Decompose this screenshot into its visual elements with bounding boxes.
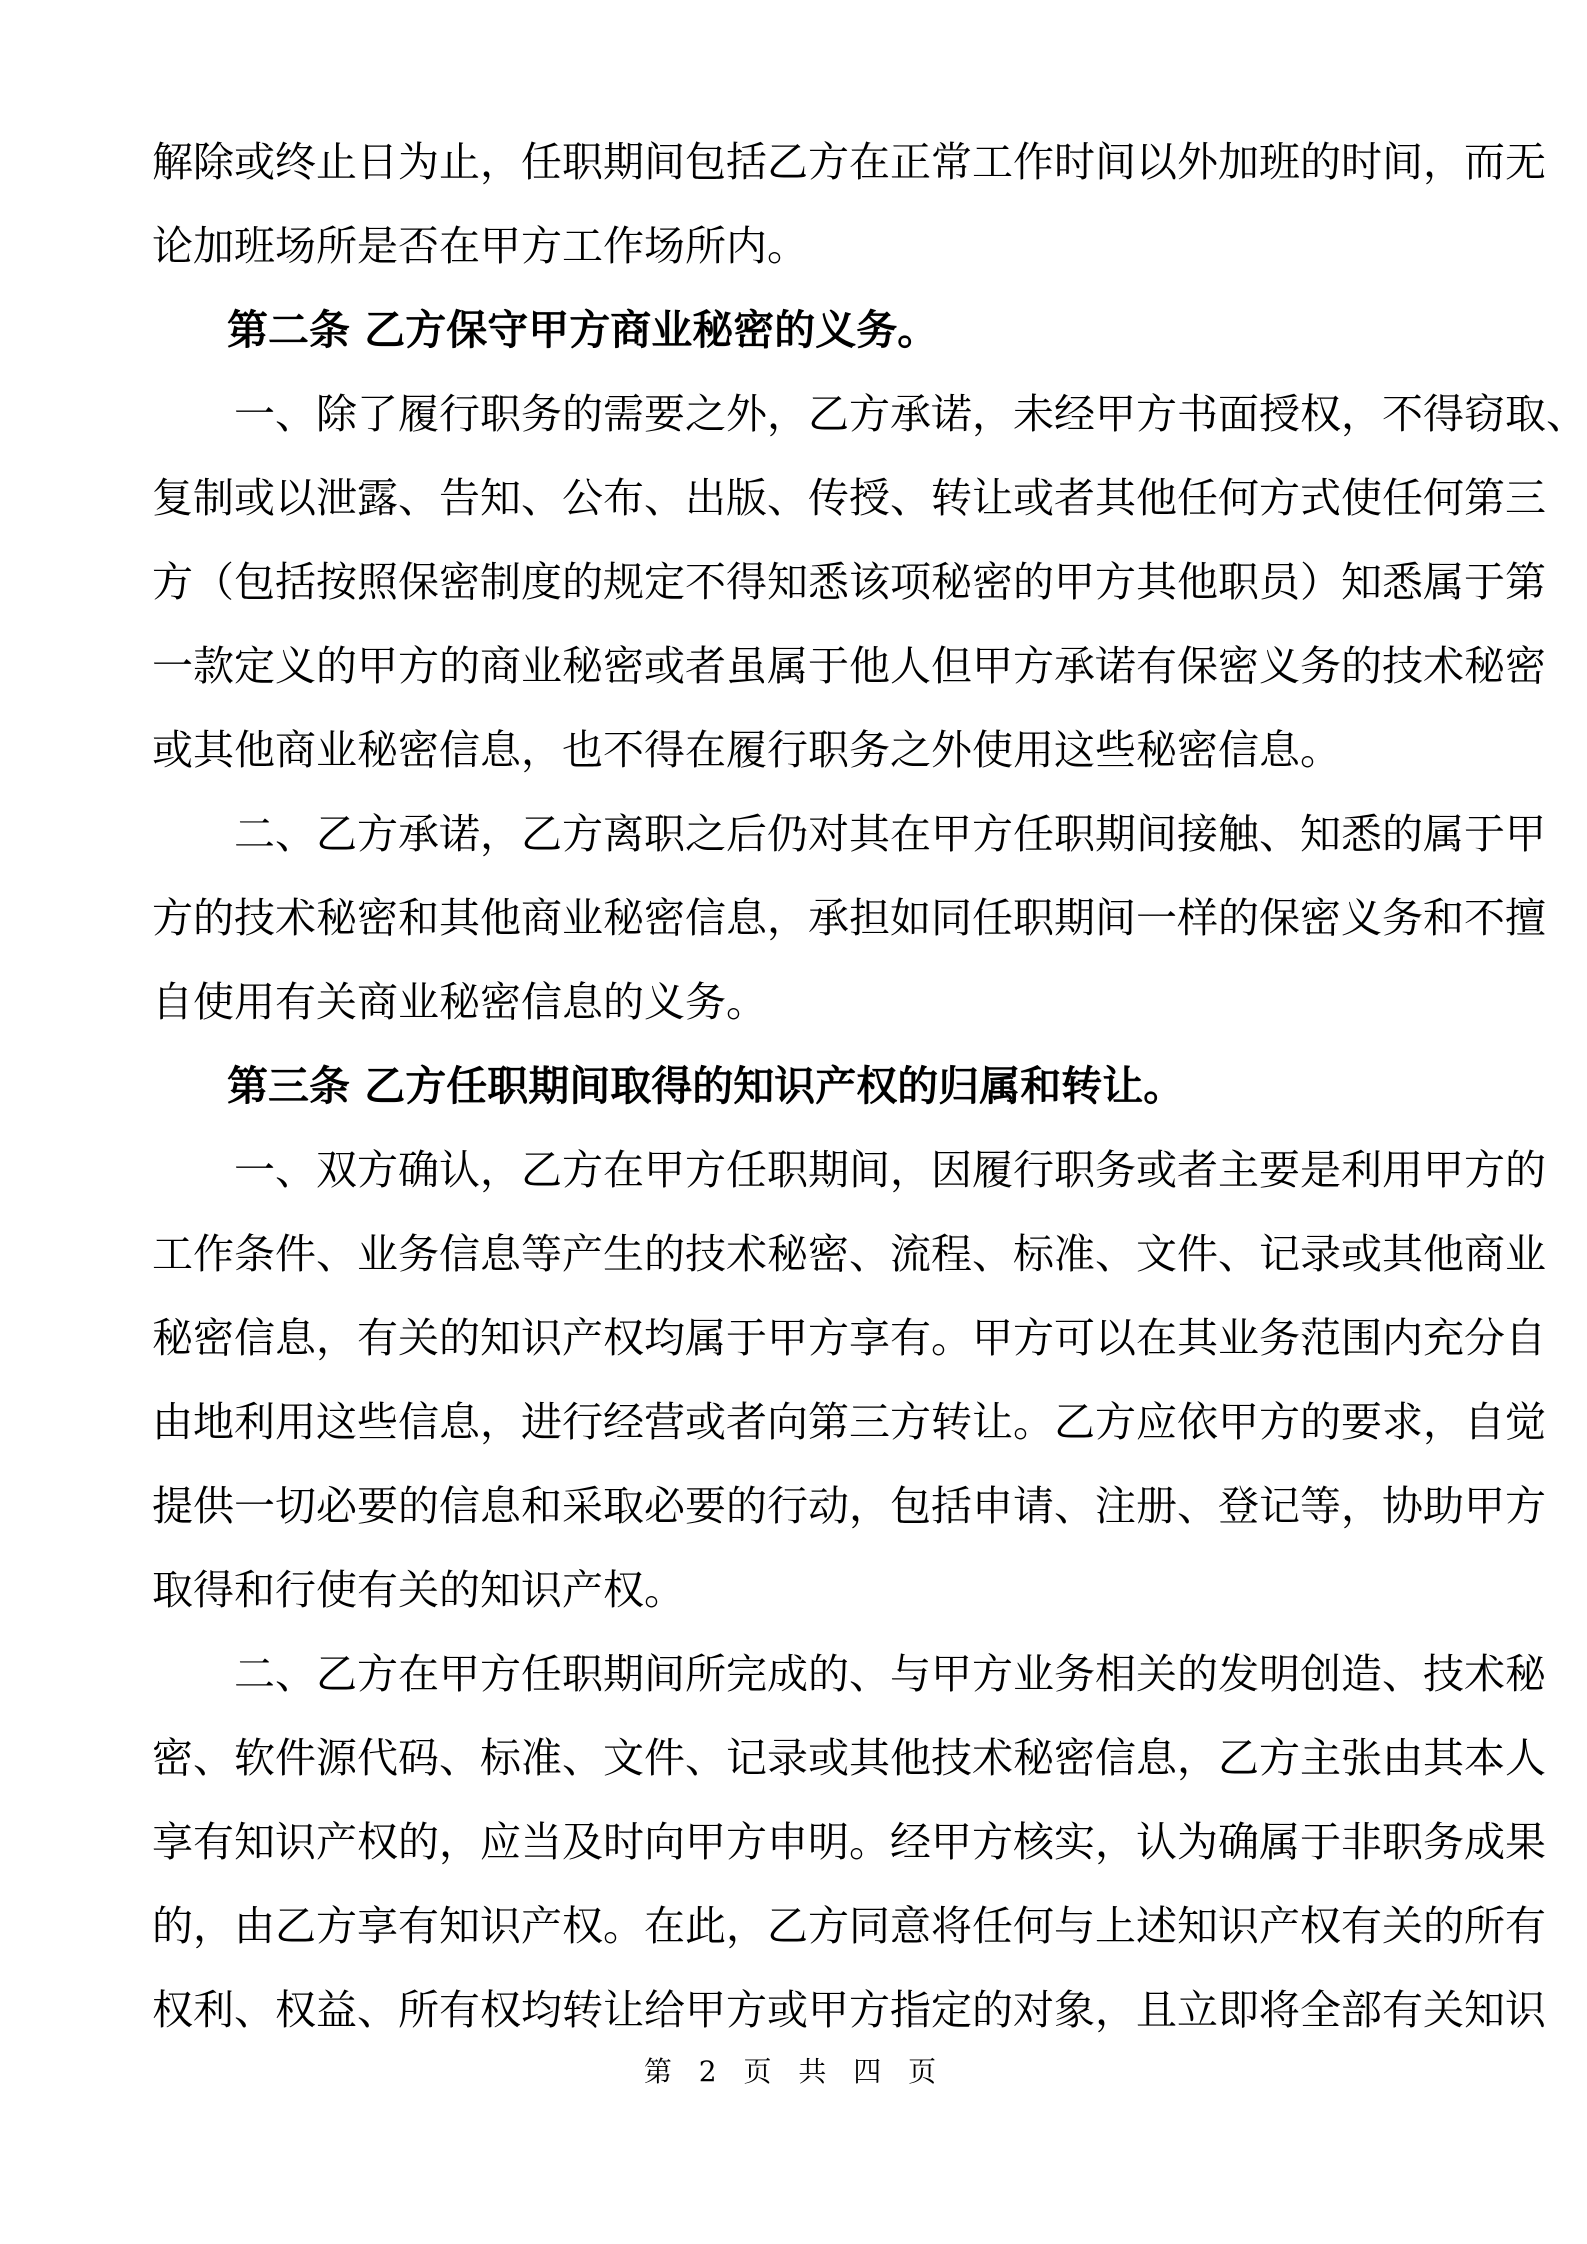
page-number-footer: 第 2 页 共 四 页 bbox=[643, 2055, 943, 2088]
text-line: 复制或以泄露、告知、公布、出版、传授、转让或者其他任何方式使任何第三 bbox=[152, 474, 1546, 522]
text-line: 解除或终止日为止，任职期间包括乙方在正常工作时间以外加班的时间，而无 bbox=[152, 138, 1546, 186]
text-line: 二、乙方在甲方任职期间所完成的、与甲方业务相关的发明创造、技术秘 bbox=[234, 1650, 1546, 1698]
text-line: 或其他商业秘密信息，也不得在履行职务之外使用这些秘密信息。 bbox=[152, 726, 1341, 774]
text-line: 密、软件源代码、标准、文件、记录或其他技术秘密信息，乙方主张由其本人 bbox=[152, 1734, 1546, 1782]
text-line: 论加班场所是否在甲方工作场所内。 bbox=[152, 222, 808, 270]
text-line: 方的技术秘密和其他商业秘密信息，承担如同任职期间一样的保密义务和不擅 bbox=[152, 894, 1546, 942]
text-line: 自使用有关商业秘密信息的义务。 bbox=[152, 978, 767, 1026]
text-line: 一款定义的甲方的商业秘密或者虽属于他人但甲方承诺有保密义务的技术秘密 bbox=[152, 642, 1546, 690]
text-line: 二、乙方承诺，乙方离职之后仍对其在甲方任职期间接触、知悉的属于甲 bbox=[234, 810, 1546, 858]
document-body bbox=[152, 120, 1587, 2052]
text-line: 取得和行使有关的知识产权。 bbox=[152, 1566, 685, 1614]
text-line: 享有知识产权的，应当及时向甲方申明。经甲方核实，认为确属于非职务成果 bbox=[152, 1818, 1546, 1866]
text-line: 的，由乙方享有知识产权。在此，乙方同意将任何与上述知识产权有关的所有 bbox=[152, 1902, 1546, 1950]
article-heading: 第二条 乙方保守甲方商业秘密的义务。 bbox=[227, 306, 939, 354]
text-line: 方（包括按照保密制度的规定不得知悉该项秘密的甲方其他职员）知悉属于第 bbox=[152, 558, 1546, 606]
text-line: 一、双方确认，乙方在甲方任职期间，因履行职务或者主要是利用甲方的 bbox=[234, 1146, 1546, 1194]
text-line: 秘密信息，有关的知识产权均属于甲方享有。甲方可以在其业务范围内充分自 bbox=[152, 1314, 1546, 1362]
text-line: 一、除了履行职务的需要之外，乙方承诺，未经甲方书面授权，不得窃取、 bbox=[234, 390, 1587, 438]
text-line: 提供一切必要的信息和采取必要的行动，包括申请、注册、登记等，协助甲方 bbox=[152, 1482, 1546, 1530]
text-line: 权利、权益、所有权均转让给甲方或甲方指定的对象，且立即将全部有关知识 bbox=[152, 1986, 1546, 2034]
article-heading: 第三条 乙方任职期间取得的知识产权的归属和转让。 bbox=[227, 1062, 1185, 1110]
text-line: 由地利用这些信息，进行经营或者向第三方转让。乙方应依甲方的要求，自觉 bbox=[152, 1398, 1546, 1446]
text-line: 工作条件、业务信息等产生的技术秘密、流程、标准、文件、记录或其他商业 bbox=[152, 1230, 1546, 1278]
